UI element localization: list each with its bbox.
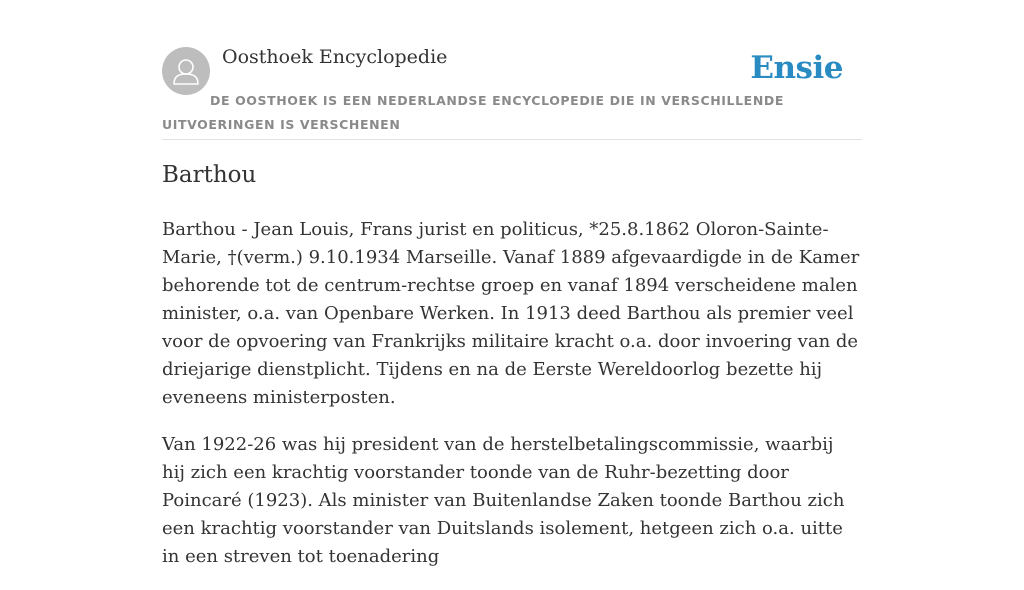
source-title[interactable]: Oosthoek Encyclopedie	[222, 46, 448, 68]
source-avatar[interactable]	[162, 47, 210, 95]
entry-title: Barthou	[162, 162, 257, 188]
source-description: DE OOSTHOEK IS EEN NEDERLANDSE ENCYCLOPEDIE DIE IN VERSCHILLENDE UITVOERINGEN IS VERSCHENEN	[162, 93, 784, 132]
source-header	[162, 0, 862, 140]
user-silhouette-icon	[162, 47, 210, 95]
brand-logo[interactable]: Ensie	[750, 50, 843, 86]
entry-paragraph: Van 1922-26 was hij president van de herstelbetalingscommissie, waarbij hij zich een krachtig voorstander toonde van de Ruhr-bezetting door Poincaré (1923). Als minister van Buitenlandse Zaken toonde Barthou zich een krachtig voorstander van Duitslands isolement, hetgeen zich o.a. uitte in een streven tot toenadering	[162, 434, 845, 567]
entry-paragraph: Barthou - Jean Louis, Frans jurist en politicus, *25.8.1862 Oloron-Sainte-Marie, †(verm.) 9.10.1934 Marseille. Vanaf 1889 afgevaardigde in de Kamer behorende tot de centrum-rechtse groep en vanaf 1894 verscheidene malen minister, o.a. van Openbare Werken. In 1913 deed Barthou als premier veel voor de opvoering van Frankrijks militaire kracht o.a. door invoering van de driejarige dienstplicht. Tijdens en na de Eerste Wereldoorlog bezette hij eveneens ministerposten.	[162, 219, 860, 408]
entry-body	[162, 216, 862, 590]
page	[162, 0, 862, 567]
